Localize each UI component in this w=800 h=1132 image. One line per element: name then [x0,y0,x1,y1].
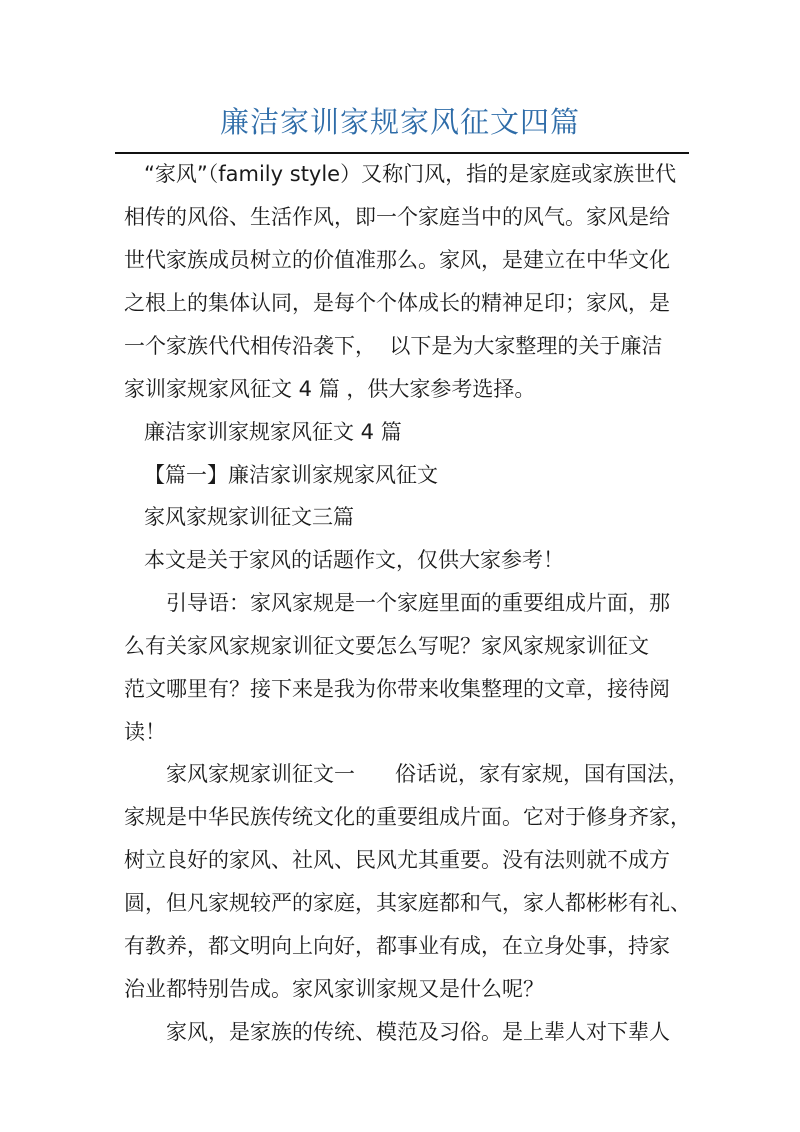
text-line: 树立良好的家风、社风、民风尤其重要。没有法则就不成方 [124,848,670,872]
text-line: 家风家规家训征文一 俗话说，家有家规，国有国法， [166,762,690,786]
title-underline [115,152,689,154]
text-line: 治业都特别告成。家风家训家规又是什么呢？ [124,977,544,1001]
text-line: 本文是关于家风的话题作文，仅供大家参考！ [144,548,564,572]
text-line: “家风”（family style）又称门风，指的是家庭或家族世代 [144,162,677,186]
text-line: 么有关家风家规家训征文要怎么写呢？家风家规家训征文 [124,634,649,658]
text-line: 有教养，都文明向上向好，都事业有成，在立身处事，持家 [124,934,670,958]
text-line: 相传的风俗、生活作风，即一个家庭当中的风气。家风是给 [124,205,670,229]
text-line: 家规是中华民族传统文化的重要组成片面。它对于修身齐家， [124,805,691,829]
subheading: 廉洁家训家规家风征文 4 篇 [144,420,402,444]
subheading: 家风家规家训征文三篇 [144,505,354,529]
text-line: 家风，是家族的传统、模范及习俗。是上辈人对下辈人 [166,1020,670,1044]
section-heading: 【篇一】廉洁家训家规家风征文 [144,463,438,487]
text-line: 之根上的集体认同，是每个个体成长的精神足印；家风，是 [124,291,670,315]
text-line: 引导语：家风家规是一个家庭里面的重要组成片面，那 [166,591,670,615]
text-line: 家训家规家风征文 4 篇 ，供大家参考选择。 [124,377,536,401]
document-title: 廉洁家训家规家风征文四篇 [219,105,580,139]
text-line: 读！ [124,720,166,744]
text-line: 一个家族代代相传沿袭下， 以下是为大家整理的关于廉洁 [124,334,663,358]
text-line: 范文哪里有？接下来是我为你带来收集整理的文章，接待阅 [124,677,670,701]
text-line: 圆，但凡家规较严的家庭，其家庭都和气，家人都彬彬有礼、 [124,891,691,915]
text-line: 世代家族成员树立的价值准那么。家风，是建立在中华文化 [124,248,670,272]
